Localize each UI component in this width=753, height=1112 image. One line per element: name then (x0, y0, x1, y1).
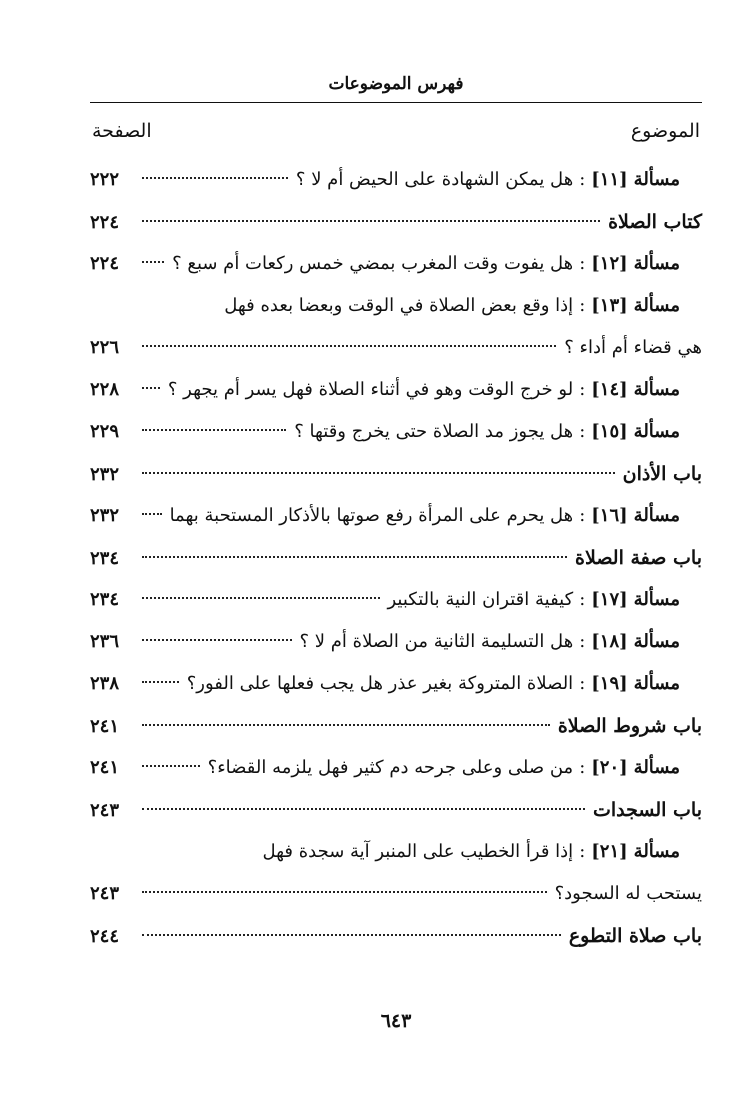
colon-separator: : (579, 589, 586, 610)
masala-label: مسألة (633, 169, 680, 190)
masala-number: [٢١] (591, 841, 628, 862)
page-ref: ٢٤٤ (90, 926, 120, 947)
chapter-title: كتاب الصلاة (608, 211, 702, 233)
entry-line (90, 285, 702, 327)
masala-label: مسألة (633, 253, 680, 274)
masala-label: مسألة (633, 589, 680, 610)
colon-separator: : (579, 673, 586, 694)
masala-number: [١٦] (591, 505, 628, 526)
masala-entry[interactable] (90, 369, 702, 411)
masala-number: [١٨] (591, 631, 628, 652)
entry-text: هل التسليمة الثانية من الصلاة أم لا ؟ (299, 631, 574, 652)
masala-label: مسألة (633, 673, 680, 694)
colon-separator: : (579, 841, 586, 862)
chapter-title: باب الأذان (622, 463, 702, 485)
colon-separator: : (579, 253, 586, 274)
masala-entry[interactable] (90, 663, 702, 705)
entry-text: لو خرج الوقت وهو في أثناء الصلاة فهل يسر أم يجهر ؟ (167, 379, 574, 400)
colon-separator: : (579, 505, 586, 526)
masala-entry[interactable] (90, 243, 702, 285)
entry-line (90, 747, 702, 789)
colon-separator: : (579, 379, 586, 400)
masala-label: مسألة (633, 295, 680, 316)
dot-leader (142, 198, 600, 222)
entry-line (90, 663, 702, 705)
dot-leader (142, 786, 585, 810)
masala-label: مسألة (633, 757, 680, 778)
entry-line (90, 621, 702, 663)
index-page (90, 60, 702, 1060)
masala-label: مسألة (633, 379, 680, 400)
page-ref: ٢٣٢ (90, 505, 120, 526)
dot-leader (142, 323, 556, 347)
page-ref: ٢٢٦ (90, 337, 120, 358)
masala-entry[interactable] (90, 495, 702, 537)
column-headers (90, 103, 702, 159)
page-ref: ٢٣٤ (90, 548, 120, 569)
masala-entry[interactable] (90, 747, 702, 789)
page-ref: ٢٢٢ (90, 169, 120, 190)
chapter-entry[interactable] (90, 705, 702, 747)
masala-number: [١١] (591, 169, 628, 190)
masala-number: [١٩] (591, 673, 628, 694)
dot-leader (142, 534, 567, 558)
entry-line (90, 537, 702, 579)
entry-line (90, 579, 702, 621)
masala-entry[interactable] (90, 285, 702, 369)
page-ref: ٢٣٨ (90, 673, 120, 694)
masala-number: [١٧] (591, 589, 628, 610)
entry-text: هل يمكن الشهادة على الحيض أم لا ؟ (295, 169, 574, 190)
dot-leader (142, 702, 550, 726)
dot-leader (142, 491, 162, 515)
entry-text: هل يفوت وقت المغرب بمضي خمس ركعات أم سبع ؟ (172, 253, 574, 274)
dot-leader (142, 575, 380, 599)
dot-leader (142, 659, 179, 683)
masala-label: مسألة (633, 505, 680, 526)
running-title: فهرس الموضوعات (328, 74, 464, 94)
page-ref: ٢٢٩ (90, 421, 120, 442)
chapter-entry[interactable] (90, 537, 702, 579)
column-page: الصفحة (92, 120, 152, 142)
masala-number: [١٥] (591, 421, 628, 442)
dot-leader (142, 869, 547, 893)
chapter-entry[interactable] (90, 789, 702, 831)
chapter-entry[interactable] (90, 453, 702, 495)
masala-entry[interactable] (90, 831, 702, 915)
entry-line (90, 327, 702, 369)
entry-text: إذا وقع بعض الصلاة في الوقت وبعضا بعده فهل (224, 295, 574, 316)
page-ref: ٢٤١ (90, 716, 120, 737)
page-number: ٦٤٣ (380, 1010, 412, 1032)
page-ref: ٢٣٦ (90, 631, 120, 652)
masala-number: [١٣] (591, 295, 628, 316)
page-ref: ٢٣٢ (90, 464, 120, 485)
dot-leader (142, 407, 286, 431)
masala-entry[interactable] (90, 621, 702, 663)
entry-line (90, 705, 702, 747)
dot-leader (142, 450, 615, 474)
entry-text: من صلى وعلى جرحه دم كثير فهل يلزمه القضاء؟ (207, 757, 574, 778)
entry-text: كيفية اقتران النية بالتكبير (387, 589, 574, 610)
entry-text: هل يجوز مد الصلاة حتى يخرج وقتها ؟ (294, 421, 574, 442)
chapter-title: باب شروط الصلاة (557, 715, 702, 737)
entry-line (90, 243, 702, 285)
page-ref: ٢٤١ (90, 757, 120, 778)
page-ref: ٢٢٨ (90, 379, 120, 400)
chapter-title: باب السجدات (593, 799, 702, 821)
entry-text: هل يحرم على المرأة رفع صوتها بالأذكار المستحبة بهما (169, 505, 574, 526)
masala-label: مسألة (633, 841, 680, 862)
page-ref: ٢٣٤ (90, 589, 120, 610)
masala-number: [١٤] (591, 379, 628, 400)
masala-entry[interactable] (90, 411, 702, 453)
colon-separator: : (579, 421, 586, 442)
colon-separator: : (579, 631, 586, 652)
entry-text: الصلاة المتروكة بغير عذر هل يجب فعلها على الفور؟ (186, 673, 574, 694)
column-topic: الموضوع (630, 120, 700, 142)
colon-separator: : (579, 757, 586, 778)
page-ref: ٢٢٤ (90, 212, 120, 233)
colon-separator: : (579, 169, 586, 190)
masala-number: [١٢] (591, 253, 628, 274)
masala-entry[interactable] (90, 159, 702, 201)
entry-line (90, 201, 702, 243)
chapter-title: باب صلاة التطوع (568, 925, 702, 947)
entry-line (90, 411, 702, 453)
entry-line (90, 873, 702, 915)
entry-text: إذا قرأ الخطيب على المنبر آية سجدة فهل (262, 841, 574, 862)
chapter-entry[interactable] (90, 201, 702, 243)
masala-label: مسألة (633, 631, 680, 652)
dot-leader (142, 365, 160, 389)
entry-text: هي قضاء أم أداء ؟ (564, 337, 702, 358)
table-of-contents (90, 159, 702, 957)
entry-line (90, 831, 702, 873)
entry-line (90, 453, 702, 495)
chapter-title: باب صفة الصلاة (575, 547, 702, 569)
page-ref: ٢٢٤ (90, 253, 120, 274)
entry-line (90, 159, 702, 201)
chapter-entry[interactable] (90, 915, 702, 957)
masala-label: مسألة (633, 421, 680, 442)
dot-leader (142, 912, 561, 936)
dot-leader (142, 155, 288, 179)
masala-entry[interactable] (90, 579, 702, 621)
entry-line (90, 915, 702, 957)
page-ref: ٢٤٣ (90, 800, 120, 821)
entry-line (90, 789, 702, 831)
entry-line (90, 369, 702, 411)
dot-leader (142, 617, 292, 641)
masala-number: [٢٠] (591, 757, 628, 778)
page-ref: ٢٤٣ (90, 883, 120, 904)
entry-line (90, 495, 702, 537)
colon-separator: : (579, 295, 586, 316)
dot-leader (142, 743, 200, 767)
entry-text: يستحب له السجود؟ (554, 883, 702, 904)
dot-leader (142, 239, 164, 263)
